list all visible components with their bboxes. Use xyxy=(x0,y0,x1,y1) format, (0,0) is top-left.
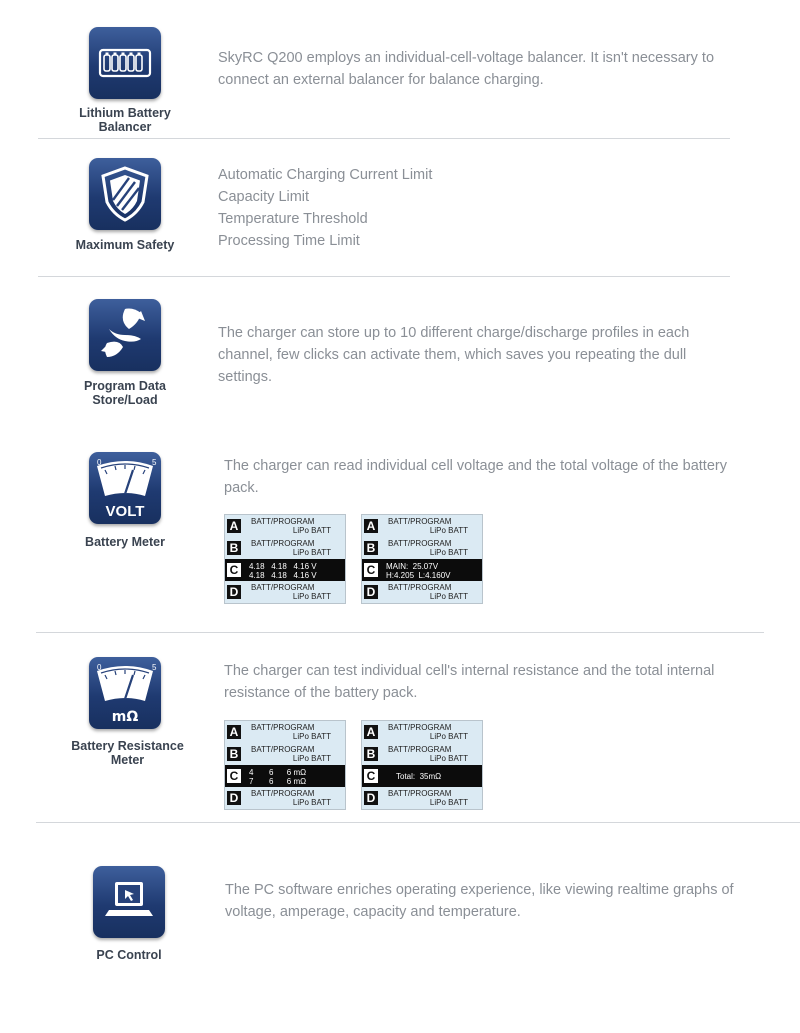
feature-desc-program: The charger can store up to 10 different charge/discharge profiles in each channel, few clicks can activate them, which saves you repeating the dull settings. xyxy=(218,325,690,385)
gauge-max-label: 5 xyxy=(152,458,157,467)
lcd-line-2: LiPo BATT xyxy=(429,798,468,807)
pc-control-icon xyxy=(93,866,165,938)
lcd-line-1: Total: 35mΩ xyxy=(396,772,442,781)
feature-label-battery-meter: Battery Meter xyxy=(85,535,165,549)
lcd-line-2: LiPo BATT xyxy=(429,548,468,557)
lcd-channel-row xyxy=(362,787,482,809)
lcd-line-1: 4 6 6 mΩ xyxy=(249,768,307,777)
lcd-channel-row xyxy=(362,765,482,787)
lcd-channel-row xyxy=(362,537,482,559)
lcd-line-1: 4.18 4.18 4.16 V xyxy=(249,562,317,571)
lcd-channel-row xyxy=(362,721,482,743)
channel-letter: A xyxy=(364,519,378,533)
channel-letter: C xyxy=(227,563,241,577)
gauge-min-label: 0 xyxy=(97,663,102,672)
feature-label-resistance-meter: Battery Resistance Meter xyxy=(71,739,184,767)
lcd-line-2: LiPo BATT xyxy=(292,732,331,741)
lcd-line-2: LiPo BATT xyxy=(429,592,468,601)
lcd-line-2: LiPo BATT xyxy=(429,732,468,741)
resistance-meter-icon xyxy=(89,657,161,729)
feature-desc-safety: Automatic Charging Current Limit Capacity Limit Temperature Threshold Processing Time Limit xyxy=(218,167,433,249)
lcd-line-1: MAIN: 25.07V xyxy=(386,562,439,571)
lcd-channel-row xyxy=(362,559,482,581)
lcd-line-1: BATT/PROGRAM xyxy=(388,583,452,592)
feature-label-pc-control: PC Control xyxy=(96,948,162,962)
divider xyxy=(38,138,730,139)
lcd-channel-row xyxy=(225,787,345,809)
lcd-screen-resistance-total xyxy=(361,720,483,810)
program-data-icon xyxy=(89,299,161,371)
channel-letter: D xyxy=(364,585,378,599)
volt-icon-text: VOLT xyxy=(105,503,145,520)
channel-letter: B xyxy=(227,747,241,761)
channel-letter: C xyxy=(227,769,241,783)
volt-meter-icon xyxy=(89,452,161,524)
divider xyxy=(36,822,800,823)
lcd-line-2: LiPo BATT xyxy=(292,526,331,535)
lcd-channel-row xyxy=(225,515,345,537)
channel-letter: D xyxy=(227,791,241,805)
lcd-line-2: H:4.205 L:4.160V xyxy=(386,571,451,580)
lcd-line-1: BATT/PROGRAM xyxy=(388,789,452,798)
lcd-line-1: BATT/PROGRAM xyxy=(388,517,452,526)
lcd-channel-row xyxy=(225,765,345,787)
lcd-line-1: BATT/PROGRAM xyxy=(388,745,452,754)
divider xyxy=(36,632,764,633)
channel-letter: B xyxy=(227,541,241,555)
lcd-line-2: LiPo BATT xyxy=(292,592,331,601)
lcd-channel-row xyxy=(225,537,345,559)
channel-letter: C xyxy=(364,769,378,783)
channel-letter: A xyxy=(227,519,241,533)
channel-letter: B xyxy=(364,747,378,761)
shield-icon xyxy=(89,158,161,230)
channel-letter: D xyxy=(227,585,241,599)
lcd-line-2: LiPo BATT xyxy=(292,754,331,763)
lcd-screen-volt-total xyxy=(361,514,483,604)
feature-desc-battery-meter: The charger can read individual cell voltage and the total voltage of the battery pack. xyxy=(224,458,727,496)
channel-letter: D xyxy=(364,791,378,805)
channel-letter: A xyxy=(227,725,241,739)
lcd-line-1: BATT/PROGRAM xyxy=(388,723,452,732)
lcd-line-1: BATT/PROGRAM xyxy=(251,723,315,732)
lcd-line-2: 7 6 6 mΩ xyxy=(249,777,307,786)
gauge-max-label: 5 xyxy=(152,663,157,672)
lcd-channel-row xyxy=(362,581,482,603)
feature-desc-pc-control: The PC software enriches operating experience, like viewing realtime graphs of voltage, amperage, capacity and temperature. xyxy=(225,882,734,920)
resistance-icon-text: mΩ xyxy=(111,709,139,725)
lcd-line-1: BATT/PROGRAM xyxy=(388,539,452,548)
lcd-channel-row xyxy=(362,515,482,537)
lcd-channel-row xyxy=(225,581,345,603)
feature-label-safety: Maximum Safety xyxy=(75,238,175,252)
lcd-channel-row xyxy=(225,721,345,743)
feature-desc-balancer: SkyRC Q200 employs an individual-cell-voltage balancer. It isn't necessary to connect an external balancer for balance charging. xyxy=(218,50,715,88)
lcd-line-2: LiPo BATT xyxy=(429,754,468,763)
lcd-line-2: LiPo BATT xyxy=(292,798,331,807)
lcd-channel-row xyxy=(225,743,345,765)
channel-letter: C xyxy=(364,563,378,577)
lcd-line-1: BATT/PROGRAM xyxy=(251,539,315,548)
lcd-line-1: BATT/PROGRAM xyxy=(251,583,315,592)
lcd-screen-volt-cells xyxy=(224,514,346,604)
lcd-line-1: BATT/PROGRAM xyxy=(251,789,315,798)
feature-label-balancer: Lithium Battery Balancer xyxy=(79,106,171,134)
feature-label-program: Program Data Store/Load xyxy=(84,379,166,407)
lcd-line-2: LiPo BATT xyxy=(292,548,331,557)
channel-letter: A xyxy=(364,725,378,739)
feature-desc-resistance-meter: The charger can test individual cell's internal resistance and the total internal resistance of the battery pack. xyxy=(224,663,715,701)
lcd-screen-resistance-cells xyxy=(224,720,346,810)
gauge-min-label: 0 xyxy=(97,458,102,467)
lcd-line-2: 4.18 4.18 4.16 V xyxy=(249,571,317,580)
channel-letter: B xyxy=(364,541,378,555)
battery-balancer-icon xyxy=(89,27,161,99)
lcd-line-2: LiPo BATT xyxy=(429,526,468,535)
lcd-channel-row xyxy=(225,559,345,581)
lcd-channel-row xyxy=(362,743,482,765)
divider xyxy=(38,276,730,277)
lcd-line-1: BATT/PROGRAM xyxy=(251,517,315,526)
lcd-line-1: BATT/PROGRAM xyxy=(251,745,315,754)
